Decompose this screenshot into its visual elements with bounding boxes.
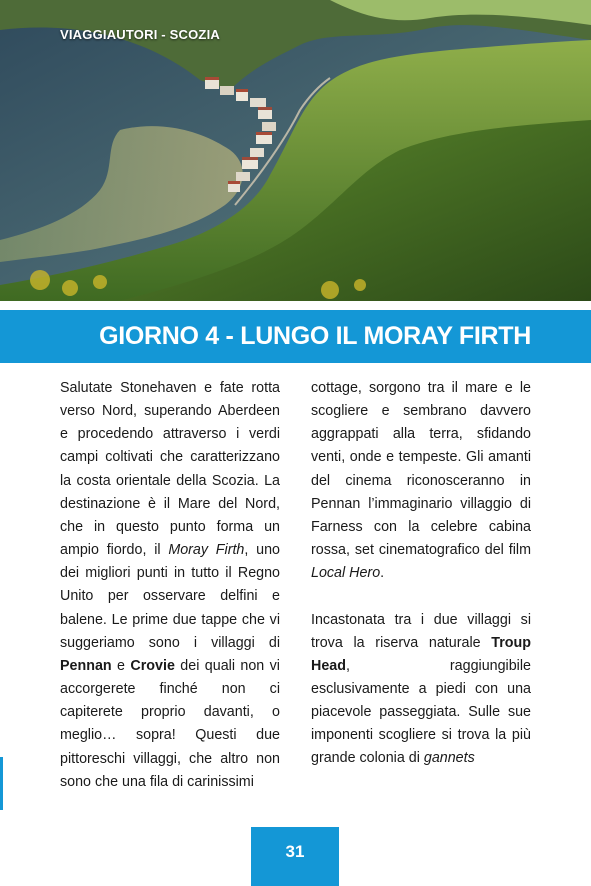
paragraph (311, 377, 531, 585)
column-right (311, 377, 531, 771)
column-left (60, 377, 280, 794)
text-run: Salutate Stonehaven e fate rotta verso Nord, superando Aberdeen e procedendo attraverso i verdi campi coltivati che caratterizzano la costa orientale della Scozia. La destinazione è il Mare del Nord, che in questo punto forma un ampio fiordo, il (60, 380, 280, 559)
breadcrumb: VIAGGIAUTORI - SCOZIA (60, 27, 220, 42)
text-run: , raggiungibile esclusivamente a piedi con una piacevole passeggiata. Sulle sue imponenti scogliere si trova la più grande colonia di (311, 657, 531, 767)
text-run: e (111, 657, 131, 674)
page-number: 31 (285, 842, 305, 861)
bold-term: Troup Head (311, 634, 531, 674)
bold-term: Pennan (60, 657, 112, 674)
side-accent-mark (0, 757, 3, 810)
text-run: . (380, 565, 385, 582)
bold-term: Crovie (130, 657, 175, 674)
italic-term: Moray Firth (168, 542, 245, 559)
coastal-village-image (0, 0, 591, 301)
italic-term: Local Hero (311, 565, 381, 582)
text-run: , uno dei migliori punti in tutto il Regno Unito per osservare delfini e balene. Le prime due tappe che vi suggeriamo sono i villaggi di (60, 542, 280, 651)
header-photo (0, 0, 591, 301)
paragraph (60, 377, 280, 794)
paragraph (311, 609, 531, 771)
text-run: Incastonata tra i due villaggi si trova la riserva naturale (311, 611, 531, 651)
text-run: dei quali non vi accorgerete finché non ci capiterete proprio davanti, o meglio… sopra! Questi due pittoreschi villaggi, che altro non sono che una fila di carinissimi (60, 657, 280, 790)
page-number-box (251, 827, 339, 886)
page-title: GIORNO 4 - LUNGO IL MORAY FIRTH (99, 322, 531, 350)
text-run: cottage, sorgono tra il mare e le scogliere e sembrano davvero aggrappati alla terra, sfidando venti, onde e tempeste. Gli amanti del cinema riconosceranno in Pennan l’immaginario villaggio di Farness con la celebre cabina rossa, set cinematografico del film (311, 380, 531, 559)
title-bar (0, 310, 591, 363)
italic-term: gannets (423, 750, 475, 767)
